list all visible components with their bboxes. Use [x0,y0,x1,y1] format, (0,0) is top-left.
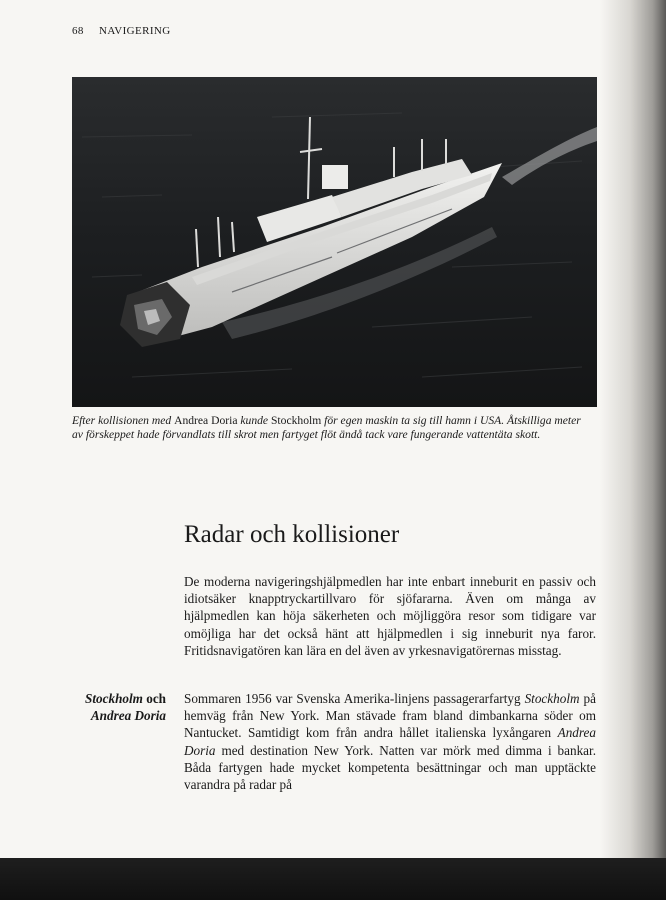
page-gutter-shadow [600,0,666,858]
paragraph-ship-name-2: Andrea Doria [184,725,596,758]
paragraph-text-2: på hemväg från New York. Man stävade fram bland dimbankarna söder om Nantucket. Samtidigt kom från andra hållet italienska lyxångaren [184,691,596,741]
paragraph-stockholm [184,690,596,793]
running-title: NAVIGERING [98,25,171,37]
scanner-background [0,858,666,900]
margin-heading-ship-1: Stockholm [85,691,143,706]
caption-text-3: för egen maskin ta sig till hamn i USA. Åtskilliga meter av förskeppet hade förvandlats till skrot men fartyget flöt ändå tack vare fungerande vattentäta skott. [72,414,581,441]
caption-text-1: Efter kollisionen med [72,414,175,427]
paragraph-text-3: med destination New York. Natten var mörk med dimma i bankar. Båda fartygen hade mycket kompetenta besättningar och man upptäckte varandra på radar på [184,742,596,793]
margin-heading [40,690,166,724]
paragraph-text-1: Sommaren 1956 var Svenska Amerika-linjens passagerarfartyg [184,691,525,706]
photo-caption [72,414,594,442]
ship-photo [72,77,597,407]
caption-ship-name-2: Stockholm [270,414,322,427]
margin-heading-ship-2: Andrea Doria [90,708,166,724]
caption-ship-name-1: Andrea Doria [174,414,238,427]
paragraph-intro: De moderna navigeringshjälpmedlen har inte enbart inneburit en passiv och idiotsäker knapptryckartillvaro för sjöfararna. Även om många av hjälpmedlen kan höja säkerheten och möjliggöra resor som tidigare var omöjliga har det också hänt att hjälpmedlen i sig inneburit nya faror. Fritidsnavigatören kan lära en del även av yrkesnavigatörernas misstag. [184,574,596,658]
margin-heading-och: och [142,691,166,706]
paragraph-ship-name-1: Stockholm [524,691,580,706]
section-title: Radar och kollisioner [184,521,400,548]
running-header [72,25,171,37]
ship-photo-icon [72,77,597,407]
caption-text-2: kunde [237,414,271,427]
page-number: 68 [72,25,84,37]
